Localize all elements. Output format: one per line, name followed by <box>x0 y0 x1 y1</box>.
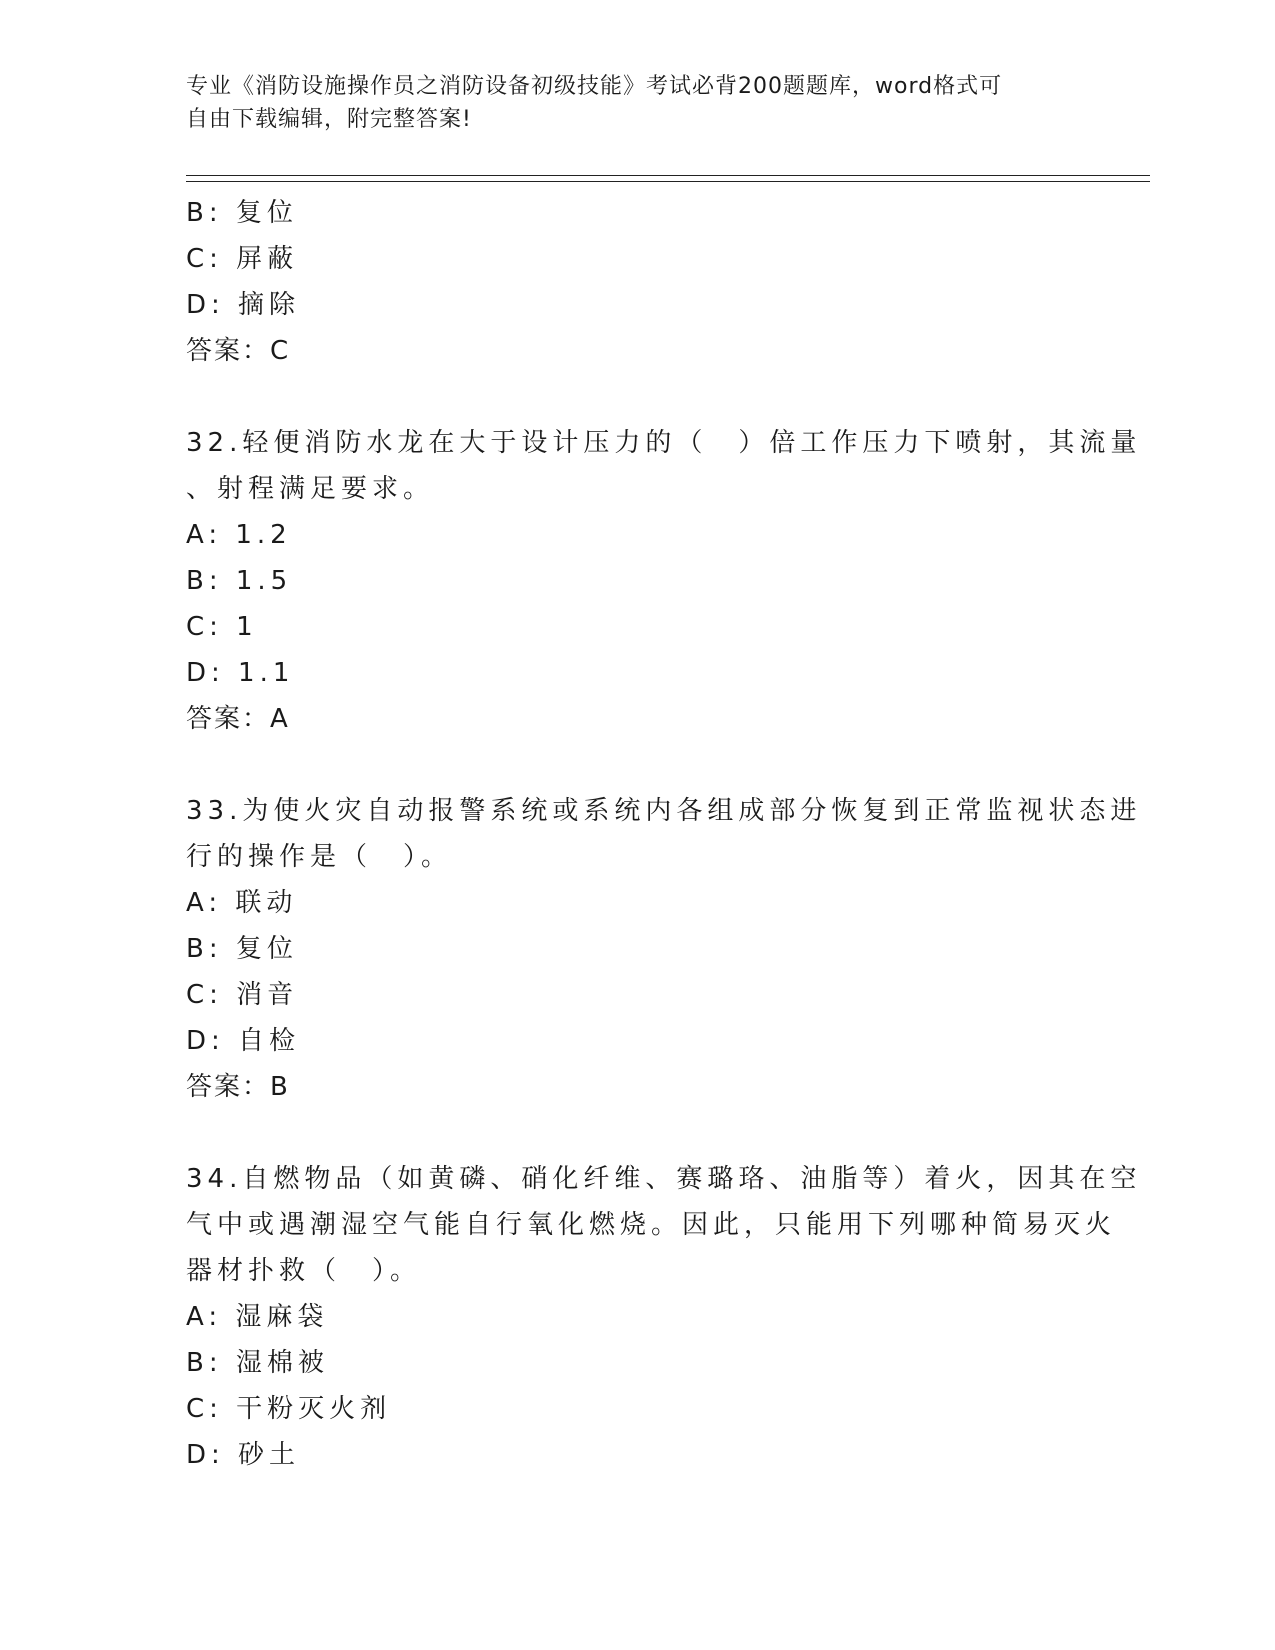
option-c: C: 1 <box>186 612 258 642</box>
question-text-line: 、射程满足要求。 <box>186 474 435 504</box>
document-header <box>186 70 1066 136</box>
question-text <box>186 420 1142 512</box>
option-d: D: 砂土 <box>186 1440 301 1470</box>
question-text-line: 32.轻便消防水龙在大于设计压力的（ ）倍工作压力下喷射，其流量 <box>186 428 1142 458</box>
answer-line: 答案：A <box>186 704 290 734</box>
spacer <box>186 374 1086 420</box>
header-line-1: 专业《消防设施操作员之消防设备初级技能》考试必背200题题库，word格式可 <box>186 74 1003 99</box>
option-b: B: 湿棉被 <box>186 1348 329 1378</box>
option-b: B: 复位 <box>186 934 298 964</box>
option-d: D: 1.1 <box>186 658 295 688</box>
answer-line: 答案：B <box>186 1072 290 1102</box>
option-d: D: 摘除 <box>186 290 301 320</box>
option-b: B: 复位 <box>186 198 298 228</box>
option-a: A: 联动 <box>186 888 298 918</box>
question-text-line: 气中或遇潮湿空气能自行氧化燃烧。因此，只能用下列哪种简易灭火 <box>186 1210 1117 1240</box>
question-31-continued <box>186 190 1086 374</box>
option-d: D: 自检 <box>186 1026 301 1056</box>
option-c: C: 干粉灭火剂 <box>186 1394 392 1424</box>
header-rule-top <box>186 175 1150 176</box>
question-text <box>186 1156 1142 1294</box>
option-a: A: 湿麻袋 <box>186 1302 329 1332</box>
header-rule-bottom <box>186 181 1150 182</box>
question-text <box>186 788 1142 880</box>
option-c: C: 屏蔽 <box>186 244 299 274</box>
option-a: A: 1.2 <box>186 520 292 550</box>
question-32 <box>186 420 1142 742</box>
question-text-line: 器材扑救（ ）。 <box>186 1256 422 1286</box>
question-list <box>186 190 1142 1478</box>
question-text-line: 34.自燃物品（如黄磷、硝化纤维、赛璐珞、油脂等）着火，因其在空 <box>186 1164 1142 1194</box>
spacer <box>186 742 1086 788</box>
question-33 <box>186 788 1142 1110</box>
question-text-line: 行的操作是（ ）。 <box>186 842 453 872</box>
option-b: B: 1.5 <box>186 566 293 596</box>
option-c: C: 消音 <box>186 980 299 1010</box>
question-34 <box>186 1156 1142 1478</box>
question-text-line: 33.为使火灾自动报警系统或系统内各组成部分恢复到正常监视状态进 <box>186 796 1142 826</box>
spacer <box>186 1110 1086 1156</box>
header-line-2: 自由下载编辑，附完整答案! <box>186 107 472 132</box>
answer-line: 答案：C <box>186 336 291 366</box>
